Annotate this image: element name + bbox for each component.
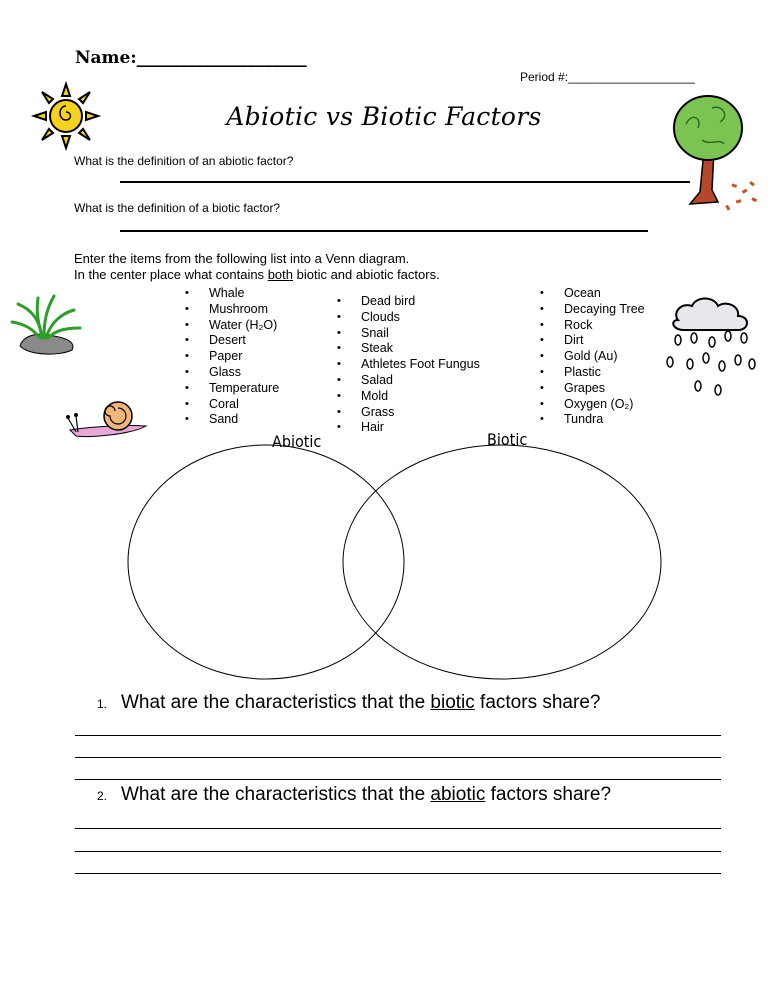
list-item: • Paper <box>185 349 279 365</box>
instructions-line-2: In the center place what contains both biotic and abiotic factors. <box>74 267 440 282</box>
question-2-number: 2. <box>97 789 108 803</box>
biotic-answer-line[interactable] <box>120 230 648 232</box>
emphasis-abiotic: abiotic <box>430 784 486 805</box>
list-item: • Clouds <box>337 310 480 326</box>
list-item: • Grass <box>337 405 480 421</box>
item-list-column-1 <box>185 286 279 428</box>
list-item: • Dead bird <box>337 294 480 310</box>
tree-icon <box>672 88 764 216</box>
list-item: • Hair <box>337 420 480 436</box>
snail-icon <box>62 398 150 442</box>
q1-answer-line-2[interactable] <box>75 757 721 758</box>
list-item: • Tundra <box>540 412 645 428</box>
venn-diagram <box>120 440 668 690</box>
list-item: • Water (H₂O) <box>185 318 279 334</box>
list-item: • Mold <box>337 389 480 405</box>
list-item: • Decaying Tree <box>540 302 645 318</box>
item-list-column-2 <box>337 294 480 436</box>
list-item: • Plastic <box>540 365 645 381</box>
list-item: • Coral <box>185 397 279 413</box>
question-1: 1. What are the characteristics that the biotic factors share? <box>75 692 600 714</box>
list-item: • Salad <box>337 373 480 389</box>
emphasis-biotic: biotic <box>430 692 475 713</box>
venn-label-abiotic: Abiotic <box>272 432 322 451</box>
instructions <box>74 251 440 283</box>
list-item: • Glass <box>185 365 279 381</box>
list-item: • Whale <box>185 286 279 302</box>
question-2: 2. What are the characteristics that the abiotic factors share? <box>75 784 611 806</box>
list-item: • Dirt <box>540 333 645 349</box>
list-item: • Mushroom <box>185 302 279 318</box>
name-field-label: Name:____________________ <box>75 48 307 68</box>
q1-answer-line-3[interactable] <box>75 779 721 780</box>
page-title: Abiotic vs Biotic Factors <box>226 102 542 131</box>
venn-label-biotic: Biotic <box>487 430 528 449</box>
emphasis-both: both <box>267 267 293 282</box>
q1-answer-line-1[interactable] <box>75 735 721 736</box>
list-item: • Rock <box>540 318 645 334</box>
list-item: • Sand <box>185 412 279 428</box>
list-item: • Snail <box>337 326 480 342</box>
list-item: • Ocean <box>540 286 645 302</box>
list-item: • Desert <box>185 333 279 349</box>
grass-rock-icon <box>10 290 82 356</box>
period-field-label: Period #:___________________ <box>520 70 695 84</box>
list-item: • Temperature <box>185 381 279 397</box>
list-item: • Athletes Foot Fungus <box>337 357 480 373</box>
list-item: • Oxygen (O₂) <box>540 397 645 413</box>
instructions-line-1: Enter the items from the following list into a Venn diagram. <box>74 251 410 266</box>
question-1-number: 1. <box>97 697 108 711</box>
list-item: • Gold (Au) <box>540 349 645 365</box>
abiotic-answer-line[interactable] <box>120 181 690 183</box>
q2-answer-line-2[interactable] <box>75 851 721 852</box>
venn-circle-biotic[interactable] <box>343 445 661 679</box>
rain-cloud-icon <box>660 290 764 400</box>
list-item: • Grapes <box>540 381 645 397</box>
venn-circle-abiotic[interactable] <box>128 445 404 679</box>
list-item: • Steak <box>337 341 480 357</box>
q2-answer-line-1[interactable] <box>75 828 721 829</box>
item-list-column-3 <box>540 286 645 428</box>
biotic-definition-question: What is the definition of a biotic factor? <box>74 201 281 215</box>
abiotic-definition-question: What is the definition of an abiotic factor? <box>74 154 294 168</box>
q2-answer-line-3[interactable] <box>75 873 721 874</box>
